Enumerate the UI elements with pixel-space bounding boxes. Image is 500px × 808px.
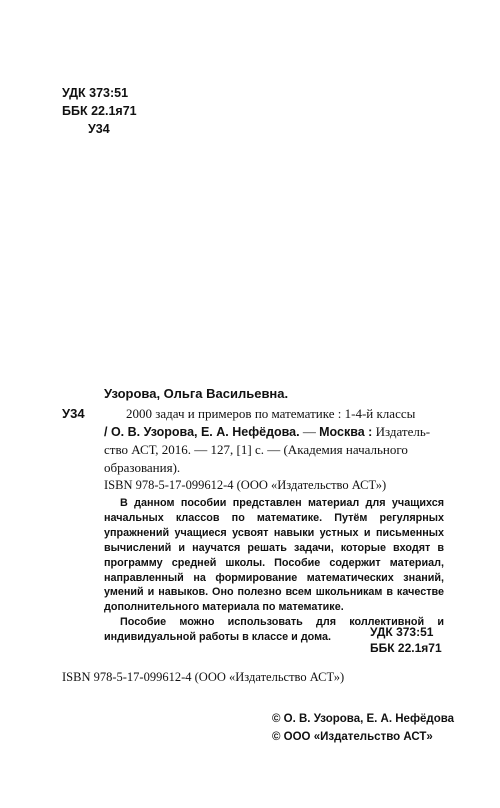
bbk-code: ББК 22.1я71: [62, 104, 137, 118]
copyright-publisher: © ООО «Издательство АСТ»: [272, 731, 433, 743]
bbk-code-bottom: ББК 22.1я71: [370, 641, 442, 655]
isbn-record: ISBN 978-5-17-099612-4 (ООО «Издательство АСТ»): [104, 478, 387, 492]
responsibility-statement: / О. В. Узорова, Е. А. Нефёдова.: [104, 425, 300, 439]
classification-block-bottom: [370, 624, 442, 656]
copyright-block: [272, 710, 454, 746]
isbn-bottom: ISBN 978-5-17-099612-4 (ООО «Издательство АСТ»): [62, 670, 345, 684]
author-sign: У34: [88, 122, 110, 136]
publisher-part-2: ство АСТ, 2016. — 127, [1] с. — (Академия начального: [104, 442, 408, 457]
publication-place: Москва :: [319, 425, 373, 439]
record-author-sign: У34: [62, 406, 85, 421]
bibliographic-record: [104, 405, 444, 477]
book-title: 2000 задач и примеров по математике : 1-4-й классы: [126, 406, 416, 421]
udk-code: УДК 373:51: [62, 86, 129, 100]
author-heading: Узорова, Ольга Васильевна.: [104, 386, 289, 401]
classification-block-top: [62, 84, 137, 138]
annotation: [104, 496, 444, 645]
series-end: образования).: [104, 460, 181, 475]
dash-separator: —: [302, 424, 316, 439]
record-line-2: [104, 423, 444, 441]
annotation-paragraph: Пособие можно использовать для коллективной и индивидуальной работы в классе и дома.: [104, 616, 444, 644]
udk-code-bottom: УДК 373:51: [370, 625, 434, 639]
copyright-authors: © О. В. Узорова, Е. А. Нефёдова: [272, 713, 455, 725]
annotation-paragraph: В данном пособии представлен материал для учащихся начальных классов по математике. Путём регулярных упражнений учащиеся усвоят навыки устных и письменных вычислений и научатся решать задачи, которые входят в программу средней школы. Пособие содержит материал, направленный на формирование математических знаний, умений и навыков. Оно полезно всем школьникам в качестве дополнительного материала по математике.: [104, 497, 444, 614]
publisher-part-1: Издатель-: [375, 424, 431, 439]
